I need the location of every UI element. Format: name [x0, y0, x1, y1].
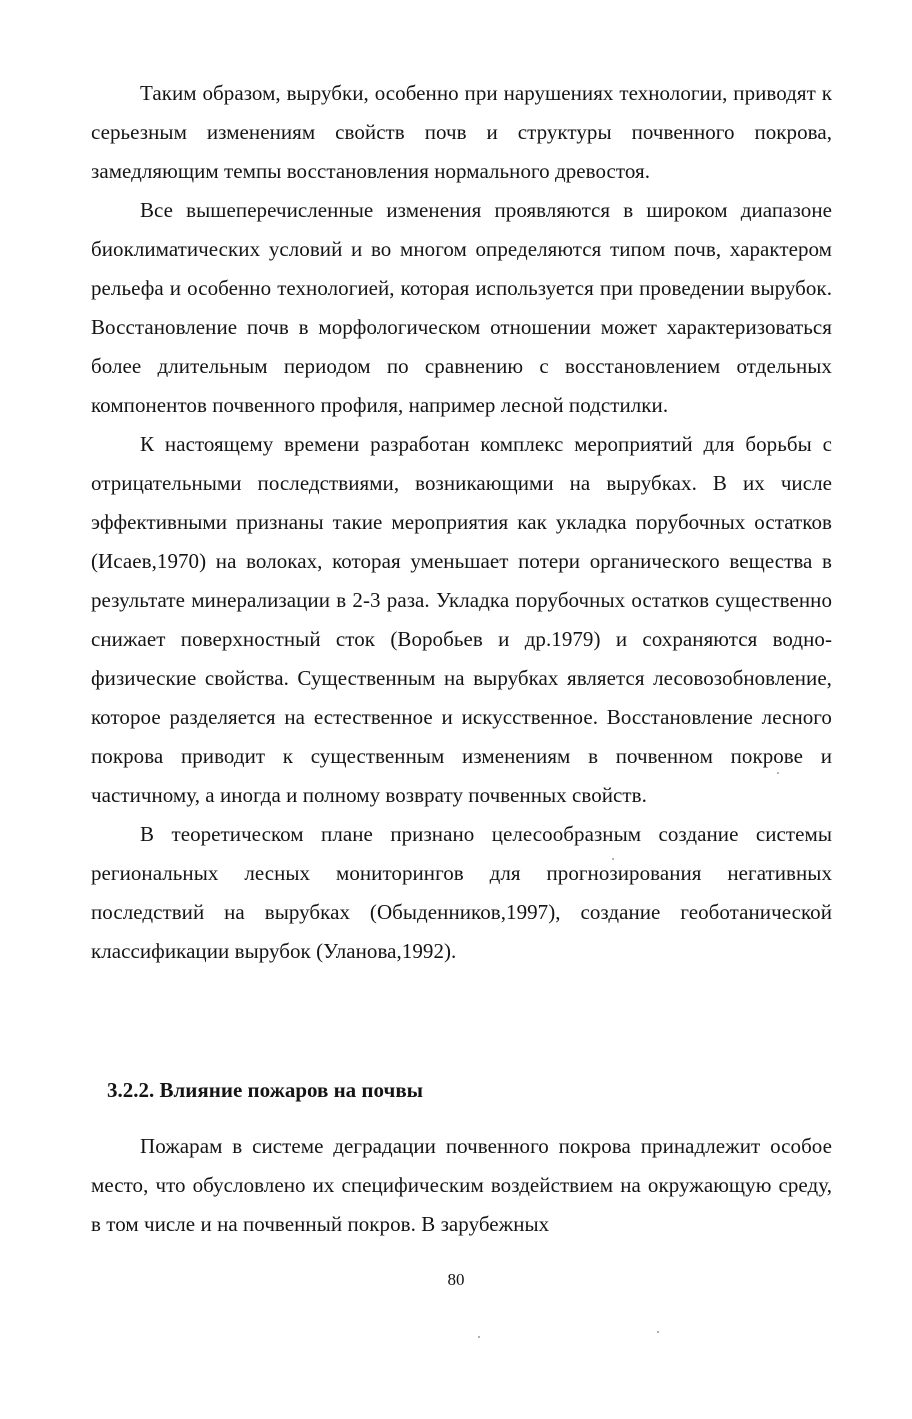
page-number: 80 [447, 1270, 465, 1289]
section-heading: 3.2.2. Влияние пожаров на почвы [107, 1078, 424, 1102]
paragraph-1: Таким образом, вырубки, особенно при нарушениях технологии, приводят к серьезным изменениям свойств почв и структуры почвенного покрова, замедляющим темпы восстановления нормального древостоя. [91, 81, 832, 183]
body-text-continued [91, 1127, 832, 1244]
paragraph-2: Все вышеперечисленные изменения проявляются в широком диапазоне биоклиматических условий и во многом определяются типом почв, характером рельефа и особенно технологией, которая используется при проведении вырубок. Восстановление почв в морфологическом отношении может характеризоваться более длительным периодом по сравнению с восстановлением отдельных компонентов почвенного профиля, например лесной подстилки. [91, 198, 832, 417]
paragraph-5: Пожарам в системе деградации почвенного покрова принадлежит особое место, что обусловлено их специфическим воздействием на окружающую среду, в том числе и на почвенный покров. В зарубежных [91, 1134, 832, 1236]
paragraph-4: В теоретическом плане признано целесообразным создание системы региональных лесных мониторингов для прогнозирования негативных последствий на вырубках (Обыденников,1997), создание геоботанической классификации вырубок (Уланова,1992). [91, 822, 832, 963]
scan-speck [657, 1331, 659, 1333]
scan-speck [777, 772, 779, 774]
scan-speck [478, 1336, 480, 1338]
scan-speck [612, 858, 614, 860]
paragraph-3: К настоящему времени разработан комплекс мероприятий для борьбы с отрицательными последствиями, возникающими на вырубках. В их числе эффективными признаны такие мероприятия как укладка порубочных остатков (Исаев,1970) на волоках, которая уменьшает потери органического вещества в результате минерализации в 2-3 раза. Укладка порубочных остатков существенно снижает поверхностный сток (Воробьев и др.1979) и сохраняются водно-физические свойства. Существенным на вырубках является лесовозобновление, которое разделяется на естественное и искусственное. Восстановление лесного покрова приводит к существенным изменениям в почвенном покрове и частичному, а иногда и полному возврату почвенных свойств. [91, 432, 832, 807]
body-text [91, 74, 832, 971]
